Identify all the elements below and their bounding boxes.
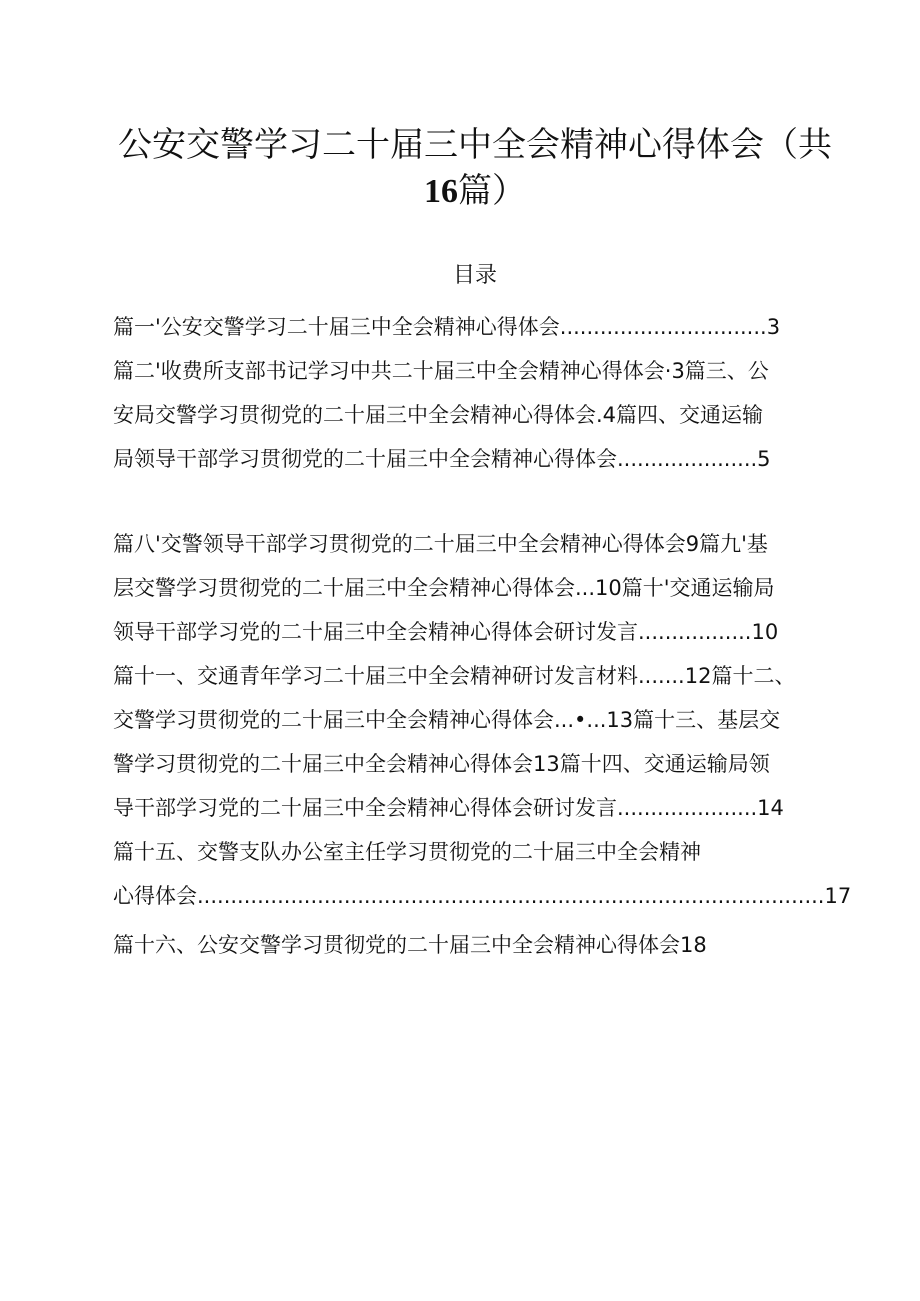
toc-line[interactable]: 领导干部学习党的二十届三中全会精神心得体会研讨发言.................10 [113,620,779,644]
toc-line[interactable]: 篇二'收费所支部书记学习中共二十届三中全会精神心得体会·3篇三、公 [113,359,769,383]
title-suffix: 篇） [458,171,526,211]
document-title-line-1: 公安交警学习二十届三中全会精神心得体会（共 [118,125,832,165]
toc-line[interactable]: 篇八'交警领导干部学习贯彻党的二十届三中全会精神心得体会9篇九'基 [113,532,768,556]
toc-line[interactable]: 层交警学习贯彻党的二十届三中全会精神心得体会...10篇十'交通运输局 [113,576,775,600]
toc-line[interactable]: 心得体会..............................................................................................17 [113,884,852,908]
toc-heading: 目录 [452,263,497,288]
document-title-line-2 [100,170,850,213]
toc-line[interactable]: 篇一'公安交警学习二十届三中全会精神心得体会...............................3 [113,315,781,339]
toc-line[interactable]: 局领导干部学习贯彻党的二十届三中全会精神心得体会.....................5 [113,447,771,471]
toc-line[interactable]: 交警学习贯彻党的二十届三中全会精神心得体会...•...13篇十三、基层交 [113,708,781,732]
toc-line[interactable]: 篇十一、交通青年学习二十届三中全会精神研讨发言材料.......12篇十二、 [113,664,796,688]
toc-line[interactable]: 导干部学习党的二十届三中全会精神心得体会研讨发言.....................14 [113,796,784,820]
toc-line[interactable]: 警学习贯彻党的二十届三中全会精神心得体会13篇十四、交通运输局领 [113,752,770,776]
title-count: 16 [424,173,458,210]
toc-line[interactable]: 安局交警学习贯彻党的二十届三中全会精神心得体会.4篇四、交通运输 [113,403,764,427]
toc-line[interactable]: 篇十五、交警支队办公室主任学习贯彻党的二十届三中全会精神 [113,840,701,864]
toc-line[interactable]: 篇十六、公安交警学习贯彻党的二十届三中全会精神心得体会18 [113,933,707,957]
